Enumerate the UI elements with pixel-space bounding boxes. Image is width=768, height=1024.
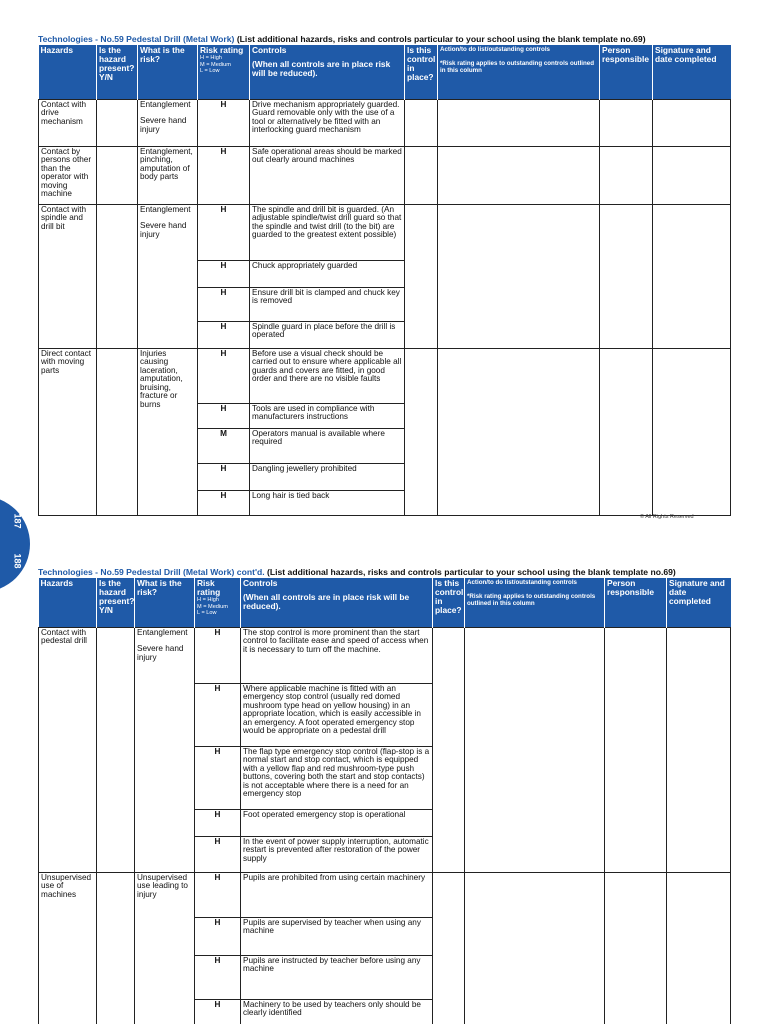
header-in-place: Is this control in place?: [405, 45, 438, 99]
rating-cell: H: [195, 836, 241, 872]
section-title: Technologies - No.59 Pedestal Drill (Metal Work) cont'd. (List additional hazards, risks and controls particular to your school using the blank template no.69): [38, 567, 676, 577]
header-signature: Signature and date completed: [667, 578, 731, 627]
header-in-place: Is this control in place?: [433, 578, 465, 627]
section-title: Technologies - No.59 Pedestal Drill (Metal Work) (List additional hazards, risks and controls particular to your school using the blank template no.69): [38, 34, 646, 44]
section-pedestal-drill-contd: [38, 567, 730, 1024]
header-present: Is the hazard present? Y/N: [97, 45, 138, 99]
rating-cell: H: [198, 321, 250, 348]
risk-cell: Entanglement Severe hand injury: [135, 627, 195, 872]
table-row: [39, 99, 731, 146]
risk-table: [38, 578, 731, 1024]
rating-cell: H: [198, 490, 250, 515]
risk-cell: Entanglement, pinching, amputation of body parts: [138, 146, 198, 204]
header-signature: Signature and date completed: [653, 45, 731, 99]
hazard-cell: Contact with drive mechanism: [39, 99, 97, 146]
person-cell[interactable]: [600, 146, 653, 204]
control-cell: Drive mechanism appropriately guarded. Guard removable only with the use of a tool or alternatively be fitted with an interlocking guard mechanism: [250, 99, 405, 146]
table-row: [39, 872, 731, 917]
rating-cell: H: [195, 999, 241, 1024]
rating-cell: H: [195, 746, 241, 809]
in-place-cell[interactable]: [405, 348, 438, 515]
header-hazards: Hazards: [39, 45, 97, 99]
in-place-cell[interactable]: [433, 627, 465, 872]
rating-cell: H: [198, 204, 250, 260]
hazard-cell: Contact by persons other than the operator with moving machine: [39, 146, 97, 204]
page-number-188: 188: [12, 553, 23, 569]
present-cell[interactable]: [97, 348, 138, 515]
table-row: [39, 627, 731, 683]
control-cell: Operators manual is available where required: [250, 428, 405, 463]
rating-cell: H: [198, 260, 250, 287]
signature-cell[interactable]: [653, 204, 731, 348]
rating-cell: H: [195, 627, 241, 683]
risk-cell: Entanglement Severe hand injury: [138, 204, 198, 348]
rating-cell: H: [198, 403, 250, 428]
header-person: Person responsible: [605, 578, 667, 627]
present-cell[interactable]: [97, 99, 138, 146]
table-row: [39, 348, 731, 403]
header-risk: What is the risk?: [138, 45, 198, 99]
person-cell[interactable]: [605, 872, 667, 1024]
present-cell[interactable]: [97, 872, 135, 1024]
risk-cell: Unsupervised use leading to injury: [135, 872, 195, 1024]
header-risk: What is the risk?: [135, 578, 195, 627]
control-cell: The stop control is more prominent than the start control to facilitate ease and speed of access when it is necessary to turn off the machine.: [241, 627, 433, 683]
rating-cell: H: [195, 917, 241, 955]
signature-cell[interactable]: [653, 348, 731, 515]
header-person: Person responsible: [600, 45, 653, 99]
header-controls: Controls (When all controls are in place risk will be reduced).: [241, 578, 433, 627]
copyright-notice: © All Rights Reserved: [640, 514, 694, 520]
control-cell: Machinery to be used by teachers only should be clearly identified: [241, 999, 433, 1024]
signature-cell[interactable]: [667, 627, 731, 872]
present-cell[interactable]: [97, 627, 135, 872]
control-cell: Dangling jewellery prohibited: [250, 463, 405, 490]
action-cell[interactable]: [465, 872, 605, 1024]
risk-table: [38, 45, 731, 516]
person-cell[interactable]: [600, 99, 653, 146]
rating-cell: H: [198, 99, 250, 146]
in-place-cell[interactable]: [433, 872, 465, 1024]
page-number-tab: [0, 496, 30, 592]
hazard-cell: Direct contact with moving parts: [39, 348, 97, 515]
rating-cell: M: [198, 428, 250, 463]
hazard-cell: Contact with pedestal drill: [39, 627, 97, 872]
action-cell[interactable]: [438, 146, 600, 204]
rating-cell: H: [195, 955, 241, 999]
present-cell[interactable]: [97, 204, 138, 348]
person-cell[interactable]: [600, 204, 653, 348]
page-number-187: 187: [12, 513, 23, 529]
rating-cell: H: [195, 809, 241, 836]
control-cell: Safe operational areas should be marked out clearly around machines: [250, 146, 405, 204]
signature-cell[interactable]: [653, 99, 731, 146]
signature-cell[interactable]: [667, 872, 731, 1024]
rating-cell: H: [198, 146, 250, 204]
control-cell: The flap type emergency stop control (flap-stop is a normal start and stop contact, which is equipped with a yellow flap and red mushroom-type push buttons, covering both the start and stop contacts) is not acceptable where there is a need for an emergency stop: [241, 746, 433, 809]
control-cell: Where applicable machine is fitted with an emergency stop control (usually red domed mushroom type head on yellow housing) in an appropriate location, which is easily accessible in an emergency. A foot operated emergency stop would be appropriate on a pedestal drill: [241, 683, 433, 746]
header-rating: Risk rating H = High M = Medium L = Low: [195, 578, 241, 627]
control-cell: Long hair is tied back: [250, 490, 405, 515]
rating-cell: H: [198, 287, 250, 321]
rating-cell: H: [195, 683, 241, 746]
rating-cell: H: [195, 872, 241, 917]
control-cell: In the event of power supply interruption, automatic restart is prevented after restoration of the power supply: [241, 836, 433, 872]
in-place-cell[interactable]: [405, 204, 438, 348]
control-cell: Before use a visual check should be carried out to ensure where applicable all guards and covers are fitted, in good order and there are no visible faults: [250, 348, 405, 403]
action-cell[interactable]: [438, 348, 600, 515]
control-cell: Tools are used in compliance with manufacturers instructions: [250, 403, 405, 428]
person-cell[interactable]: [605, 627, 667, 872]
control-cell: Foot operated emergency stop is operational: [241, 809, 433, 836]
control-cell: Pupils are instructed by teacher before using any machine: [241, 955, 433, 999]
present-cell[interactable]: [97, 146, 138, 204]
rating-cell: H: [198, 348, 250, 403]
header-action: Action/to do list/outstanding controls *Risk rating applies to outstanding controls outlined in this column: [438, 45, 600, 99]
in-place-cell[interactable]: [405, 99, 438, 146]
hazard-cell: Contact with spindle and drill bit: [39, 204, 97, 348]
signature-cell[interactable]: [653, 146, 731, 204]
action-cell[interactable]: [438, 204, 600, 348]
header-controls: Controls (When all controls are in place risk will be reduced).: [250, 45, 405, 99]
table-row: [39, 204, 731, 260]
control-cell: Ensure drill bit is clamped and chuck key is removed: [250, 287, 405, 321]
control-cell: Pupils are prohibited from using certain machinery: [241, 872, 433, 917]
section-pedestal-drill: [38, 34, 730, 516]
person-cell[interactable]: [600, 348, 653, 515]
control-cell: Chuck appropriately guarded: [250, 260, 405, 287]
action-cell[interactable]: [438, 99, 600, 146]
header-present: Is the hazard present? Y/N: [97, 578, 135, 627]
in-place-cell[interactable]: [405, 146, 438, 204]
header-action: Action/to do list/outstanding controls *Risk rating applies to outstanding controls outlined in this column: [465, 578, 605, 627]
table-row: [39, 146, 731, 204]
header-hazards: Hazards: [39, 578, 97, 627]
action-cell[interactable]: [465, 627, 605, 872]
header-rating: Risk rating H = High M = Medium L = Low: [198, 45, 250, 99]
table-header-row: [39, 45, 731, 99]
control-cell: Spindle guard in place before the drill is operated: [250, 321, 405, 348]
table-header-row: [39, 578, 731, 627]
rating-cell: H: [198, 463, 250, 490]
risk-cell: Injuries causing laceration, amputation, bruising, fracture or burns: [138, 348, 198, 515]
hazard-cell: Unsupervised use of machines: [39, 872, 97, 1024]
control-cell: Pupils are supervised by teacher when using any machine: [241, 917, 433, 955]
risk-cell: Entanglement Severe hand injury: [138, 99, 198, 146]
control-cell: The spindle and drill bit is guarded. (An adjustable spindle/twist drill guard so that the spindle and twist drill (to the bit) are guarded to the greatest extent possible): [250, 204, 405, 260]
